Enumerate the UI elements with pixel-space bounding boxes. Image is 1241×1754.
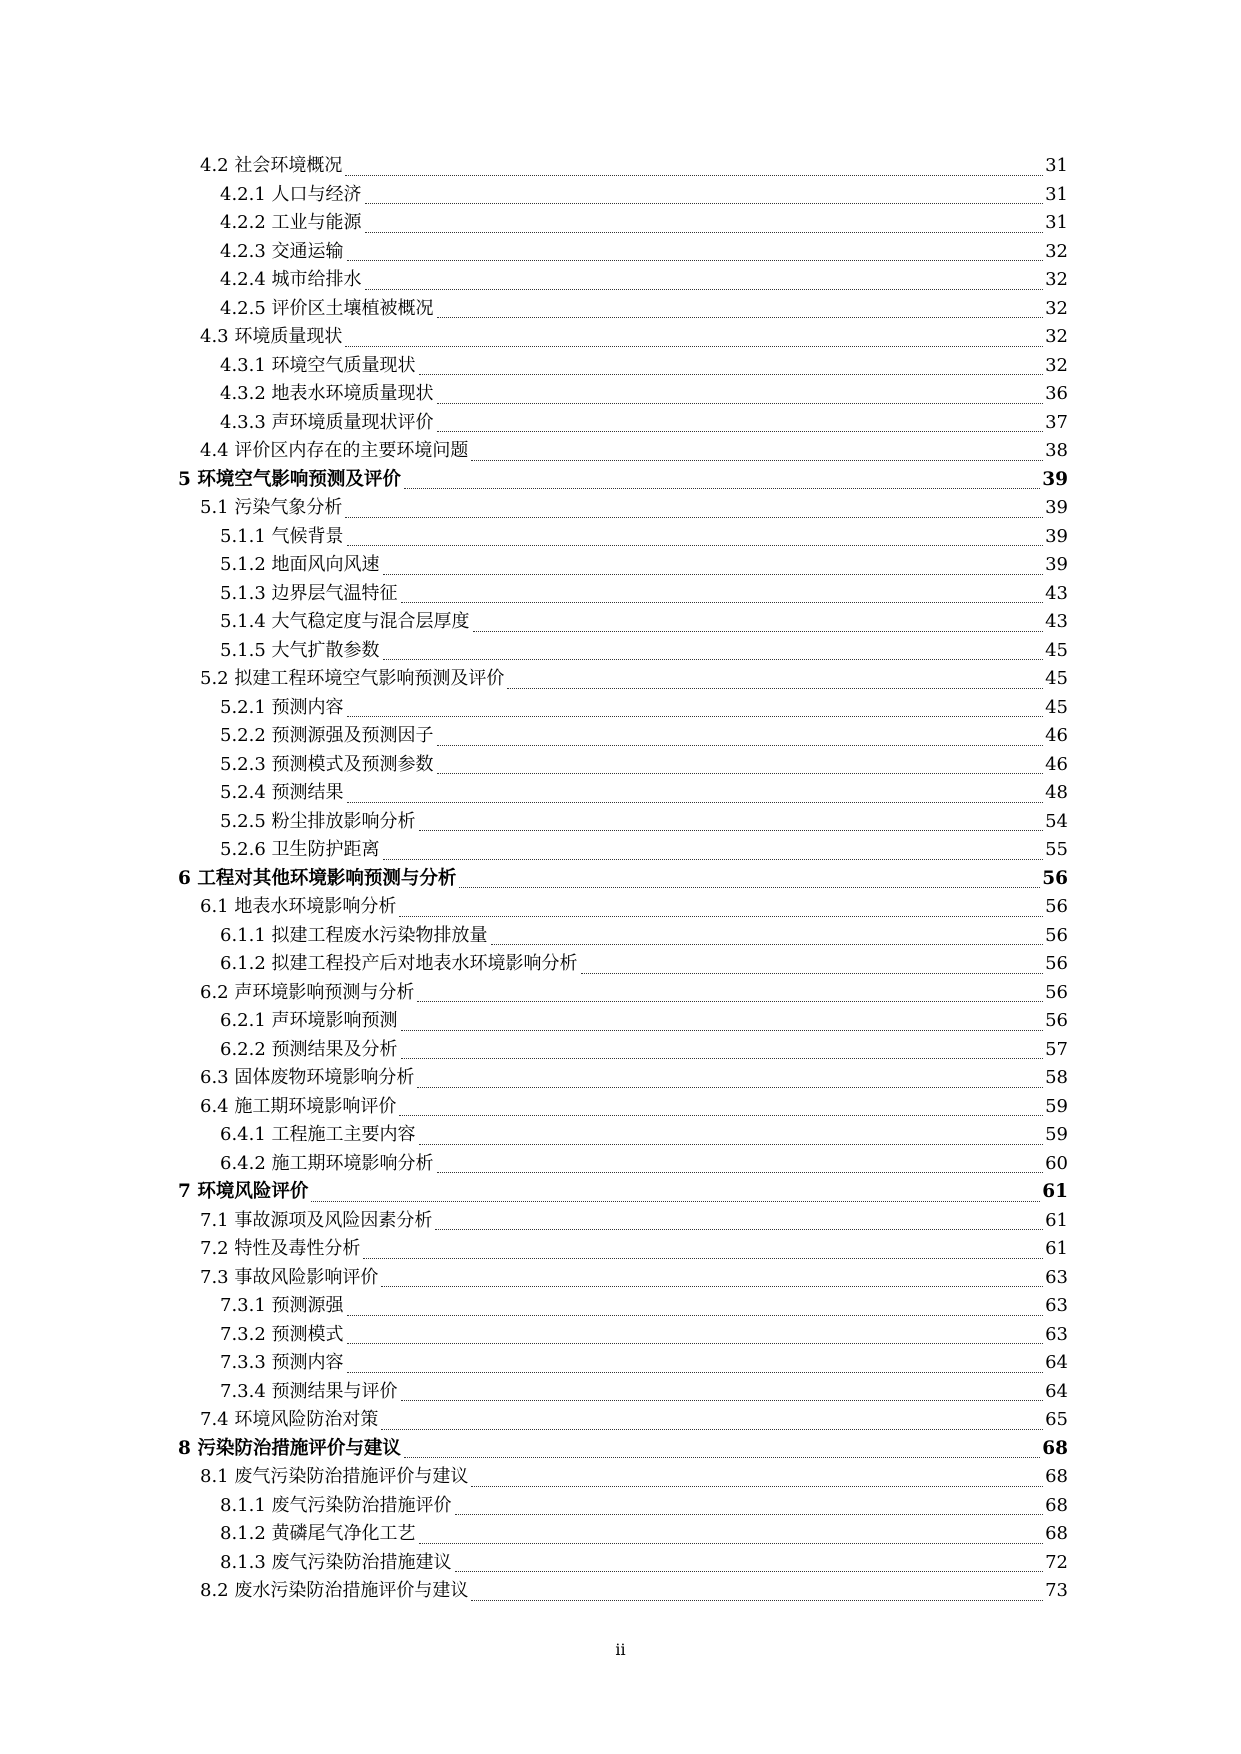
toc-entry-title: 7.3.4 预测结果与评价 (220, 1380, 398, 1402)
toc-entry-title: 4.4 评价区内存在的主要环境问题 (200, 440, 469, 461)
toc-entry-page: 61 (1042, 1181, 1068, 1202)
toc-entry-title: 5.1.4 大气稳定度与混合层厚度 (220, 611, 470, 632)
toc-entry-title: 5.1.3 边界层气温特征 (220, 582, 398, 604)
toc-entry[interactable] (180, 808, 1068, 837)
toc-entry-page: 68 (1045, 1523, 1068, 1544)
dot-leader (417, 1001, 1043, 1002)
toc-entry-page: 37 (1045, 411, 1068, 433)
dot-leader (491, 944, 1044, 945)
toc-entry[interactable] (180, 523, 1068, 552)
toc-entry-title: 4.3.3 声环境质量现状评价 (220, 411, 434, 433)
toc-entry-title: 6.4.1 工程施工主要内容 (220, 1124, 416, 1145)
dot-leader (437, 403, 1044, 404)
toc-entry-title: 5.2 拟建工程环境空气影响预测及评价 (200, 668, 505, 689)
dot-leader (347, 802, 1044, 803)
toc-entry-page: 55 (1045, 839, 1068, 860)
dot-leader (419, 1144, 1044, 1145)
dot-leader (383, 574, 1044, 575)
dot-leader (311, 1201, 1040, 1202)
dot-leader (471, 460, 1043, 461)
toc-entry-title: 5.2.6 卫生防护距离 (220, 839, 380, 860)
toc-entry-page: 68 (1045, 1494, 1068, 1516)
toc-entry[interactable] (180, 779, 1068, 808)
toc-entry[interactable] (180, 836, 1068, 865)
toc-entry-page: 39 (1045, 525, 1068, 547)
toc-entry[interactable] (180, 1150, 1068, 1179)
toc-entry[interactable] (180, 722, 1068, 751)
toc-entry-title: 4.2 社会环境概况 (200, 155, 343, 176)
toc-entry-title: 4.2.2 工业与能源 (220, 212, 362, 233)
toc-entry-title: 7.3.3 预测内容 (220, 1352, 344, 1373)
dot-leader (419, 830, 1044, 831)
dot-leader (437, 431, 1044, 432)
toc-entry[interactable] (180, 209, 1068, 238)
toc-entry-page: 63 (1045, 1266, 1068, 1288)
toc-entry-page: 73 (1045, 1580, 1068, 1601)
toc-entry-page: 61 (1045, 1238, 1068, 1259)
toc-entry[interactable] (180, 295, 1068, 324)
toc-entry-title: 5.1.1 气候背景 (220, 525, 344, 547)
toc-entry-title: 7.3.2 预测模式 (220, 1323, 344, 1345)
toc-entry-page: 56 (1045, 981, 1068, 1003)
toc-entry[interactable] (180, 1264, 1068, 1293)
toc-entry-page: 68 (1045, 1466, 1068, 1487)
toc-entry-page: 32 (1045, 354, 1068, 376)
dot-leader (381, 1429, 1043, 1430)
toc-entry-title: 7.4 环境风险防治对策 (200, 1409, 379, 1430)
toc-entry-page: 59 (1045, 1095, 1068, 1117)
toc-entry-page: 46 (1045, 725, 1068, 746)
dot-leader (437, 317, 1044, 318)
toc-entry[interactable] (180, 323, 1068, 352)
toc-entry-page: 39 (1045, 497, 1068, 518)
dot-leader (404, 488, 1040, 489)
toc-entry[interactable] (178, 1178, 1068, 1207)
toc-entry[interactable] (180, 1549, 1068, 1578)
dot-leader (455, 1514, 1044, 1515)
toc-entry-title: 4.2.3 交通运输 (220, 240, 344, 262)
toc-entry-title: 6.1.2 拟建工程投产后对地表水环境影响分析 (220, 953, 578, 974)
toc-entry-title: 8.1.2 黄磷尾气净化工艺 (220, 1523, 416, 1544)
toc-entry-title: 5.2.2 预测源强及预测因子 (220, 725, 434, 746)
toc-entry-title: 4.3.1 环境空气质量现状 (220, 354, 416, 376)
toc-entry[interactable] (180, 608, 1068, 637)
dot-leader (471, 1486, 1043, 1487)
toc-entry[interactable] (180, 1007, 1068, 1036)
toc-entry[interactable] (180, 409, 1068, 438)
dot-leader (345, 175, 1043, 176)
toc-entry-title: 6.4 施工期环境影响评价 (200, 1095, 397, 1117)
toc-entry[interactable] (178, 865, 1068, 894)
dot-leader (345, 346, 1043, 347)
toc-entry[interactable] (180, 580, 1068, 609)
toc-entry-title: 6.2.2 预测结果及分析 (220, 1038, 398, 1060)
page-number: ii (615, 1640, 626, 1659)
dot-leader (437, 1172, 1044, 1173)
dot-leader (437, 773, 1044, 774)
toc-entry-page: 57 (1045, 1038, 1068, 1060)
toc-entry-page: 46 (1045, 753, 1068, 775)
toc-entry[interactable] (180, 494, 1068, 523)
toc-entry-page: 32 (1045, 297, 1068, 319)
dot-leader (347, 260, 1044, 261)
table-of-contents (180, 152, 1068, 1606)
toc-entry-title: 5.2.3 预测模式及预测参数 (220, 753, 434, 775)
toc-entry[interactable] (180, 152, 1068, 181)
dot-leader (345, 517, 1043, 518)
toc-entry-title: 7.3 事故风险影响评价 (200, 1266, 379, 1288)
toc-entry-title: 5.1.2 地面风向风速 (220, 554, 380, 575)
toc-entry[interactable] (178, 466, 1068, 495)
toc-entry-title: 4.3 环境质量现状 (200, 326, 343, 347)
toc-entry[interactable] (180, 979, 1068, 1008)
toc-entry-page: 45 (1045, 696, 1068, 718)
toc-entry-title: 5.2.4 预测结果 (220, 782, 344, 803)
toc-entry[interactable] (180, 1064, 1068, 1093)
toc-entry-title: 6.3 固体废物环境影响分析 (200, 1067, 415, 1088)
toc-entry-title: 5.1 污染气象分析 (200, 497, 343, 518)
toc-entry[interactable] (180, 1235, 1068, 1264)
toc-entry-title: 6.1.1 拟建工程废水污染物排放量 (220, 924, 488, 946)
dot-leader (347, 1372, 1044, 1373)
toc-entry[interactable] (180, 1093, 1068, 1122)
toc-entry-page: 31 (1045, 183, 1068, 205)
toc-entry-title: 5.2.5 粉尘排放影响分析 (220, 810, 416, 832)
toc-entry[interactable] (180, 922, 1068, 951)
toc-entry-page: 48 (1045, 782, 1068, 803)
toc-entry[interactable] (180, 1207, 1068, 1236)
dot-leader (507, 688, 1043, 689)
toc-entry-page: 72 (1045, 1551, 1068, 1573)
toc-entry-title: 6.2.1 声环境影响预测 (220, 1010, 398, 1031)
toc-entry-page: 63 (1045, 1295, 1068, 1316)
toc-entry-page: 59 (1045, 1124, 1068, 1145)
dot-leader (365, 232, 1044, 233)
toc-entry-page: 56 (1045, 1010, 1068, 1031)
toc-entry-page: 56 (1045, 953, 1068, 974)
toc-entry-page: 32 (1045, 240, 1068, 262)
dot-leader (399, 1115, 1043, 1116)
toc-entry[interactable] (180, 1321, 1068, 1350)
dot-leader (347, 1343, 1044, 1344)
toc-entry-page: 63 (1045, 1323, 1068, 1345)
toc-entry-page: 65 (1045, 1409, 1068, 1430)
toc-entry-title: 7 环境风险评价 (178, 1181, 309, 1202)
dot-leader (347, 1315, 1044, 1316)
dot-leader (383, 859, 1044, 860)
toc-entry[interactable] (180, 893, 1068, 922)
toc-entry[interactable] (180, 1406, 1068, 1435)
toc-entry[interactable] (180, 266, 1068, 295)
toc-entry-title: 5.2.1 预测内容 (220, 696, 344, 718)
dot-leader (347, 545, 1044, 546)
toc-entry[interactable] (180, 437, 1068, 466)
toc-entry-title: 6 工程对其他环境影响预测与分析 (178, 867, 457, 889)
toc-entry[interactable] (180, 1121, 1068, 1150)
dot-leader (404, 1457, 1040, 1458)
toc-entry-page: 56 (1045, 896, 1068, 917)
toc-entry[interactable] (180, 637, 1068, 666)
toc-entry-title: 5 环境空气影响预测及评价 (178, 468, 401, 490)
toc-entry-title: 4.2.4 城市给排水 (220, 269, 362, 290)
toc-entry[interactable] (180, 551, 1068, 580)
dot-leader (401, 1058, 1044, 1059)
toc-entry-title: 8.2 废水污染防治措施评价与建议 (200, 1580, 469, 1601)
toc-entry-page: 45 (1045, 668, 1068, 689)
toc-entry[interactable] (180, 1036, 1068, 1065)
toc-entry[interactable] (180, 950, 1068, 979)
toc-entry[interactable] (180, 1378, 1068, 1407)
toc-entry-title: 6.4.2 施工期环境影响分析 (220, 1152, 434, 1174)
toc-entry-title: 6.1 地表水环境影响分析 (200, 896, 397, 917)
toc-entry-page: 43 (1045, 582, 1068, 604)
dot-leader (581, 973, 1044, 974)
toc-entry-title: 7.1 事故源项及风险因素分析 (200, 1209, 433, 1231)
toc-entry[interactable] (180, 380, 1068, 409)
toc-entry-title: 8 污染防治措施评价与建议 (178, 1437, 401, 1459)
toc-entry[interactable] (180, 1292, 1068, 1321)
dot-leader (365, 203, 1044, 204)
dot-leader (473, 631, 1044, 632)
toc-entry[interactable] (180, 181, 1068, 210)
toc-entry-page: 31 (1045, 212, 1068, 233)
toc-entry-title: 5.1.5 大气扩散参数 (220, 639, 380, 661)
toc-entry[interactable] (180, 238, 1068, 267)
dot-leader (437, 745, 1044, 746)
dot-leader (417, 1087, 1043, 1088)
toc-entry-title: 4.2.5 评价区土壤植被概况 (220, 297, 434, 319)
toc-entry[interactable] (180, 751, 1068, 780)
toc-entry-page: 32 (1045, 326, 1068, 347)
dot-leader (401, 602, 1044, 603)
dot-leader (363, 1258, 1043, 1259)
toc-entry-title: 4.2.1 人口与经济 (220, 183, 362, 205)
toc-entry[interactable] (180, 1492, 1068, 1521)
toc-entry-title: 8.1.1 废气污染防治措施评价 (220, 1494, 452, 1516)
toc-entry-page: 32 (1045, 269, 1068, 290)
toc-entry-page: 43 (1045, 611, 1068, 632)
toc-entry-page: 68 (1042, 1437, 1068, 1459)
toc-entry[interactable] (180, 1520, 1068, 1549)
toc-entry-title: 8.1 废气污染防治措施评价与建议 (200, 1466, 469, 1487)
toc-entry-page: 54 (1045, 810, 1068, 832)
toc-entry[interactable] (180, 665, 1068, 694)
dot-leader (419, 374, 1044, 375)
toc-entry-page: 64 (1045, 1380, 1068, 1402)
toc-entry-page: 31 (1045, 155, 1068, 176)
dot-leader (347, 716, 1044, 717)
dot-leader (401, 1030, 1044, 1031)
toc-entry[interactable] (180, 1577, 1068, 1606)
toc-entry-page: 56 (1045, 924, 1068, 946)
toc-entry-page: 38 (1045, 440, 1068, 461)
dot-leader (459, 887, 1040, 888)
toc-entry-title: 7.3.1 预测源强 (220, 1295, 344, 1316)
toc-entry-page: 58 (1045, 1067, 1068, 1088)
toc-entry-title: 4.3.2 地表水环境质量现状 (220, 383, 434, 404)
toc-entry-page: 56 (1042, 867, 1068, 889)
toc-entry-page: 45 (1045, 639, 1068, 661)
toc-entry-title: 8.1.3 废气污染防治措施建议 (220, 1551, 452, 1573)
toc-entry-page: 39 (1045, 554, 1068, 575)
toc-entry-title: 6.2 声环境影响预测与分析 (200, 981, 415, 1003)
dot-leader (435, 1229, 1043, 1230)
toc-entry-page: 60 (1045, 1152, 1068, 1174)
toc-entry[interactable] (180, 1463, 1068, 1492)
dot-leader (383, 659, 1044, 660)
dot-leader (455, 1571, 1044, 1572)
dot-leader (399, 916, 1043, 917)
toc-entry-page: 36 (1045, 383, 1068, 404)
toc-entry[interactable] (178, 1435, 1068, 1464)
toc-entry[interactable] (180, 352, 1068, 381)
toc-entry-page: 64 (1045, 1352, 1068, 1373)
dot-leader (401, 1400, 1044, 1401)
toc-entry-page: 39 (1042, 468, 1068, 490)
toc-entry[interactable] (180, 1349, 1068, 1378)
dot-leader (419, 1543, 1044, 1544)
dot-leader (381, 1286, 1043, 1287)
toc-entry[interactable] (180, 694, 1068, 723)
toc-entry-title: 7.2 特性及毒性分析 (200, 1238, 361, 1259)
toc-entry-page: 61 (1045, 1209, 1068, 1231)
dot-leader (471, 1600, 1043, 1601)
dot-leader (365, 289, 1044, 290)
